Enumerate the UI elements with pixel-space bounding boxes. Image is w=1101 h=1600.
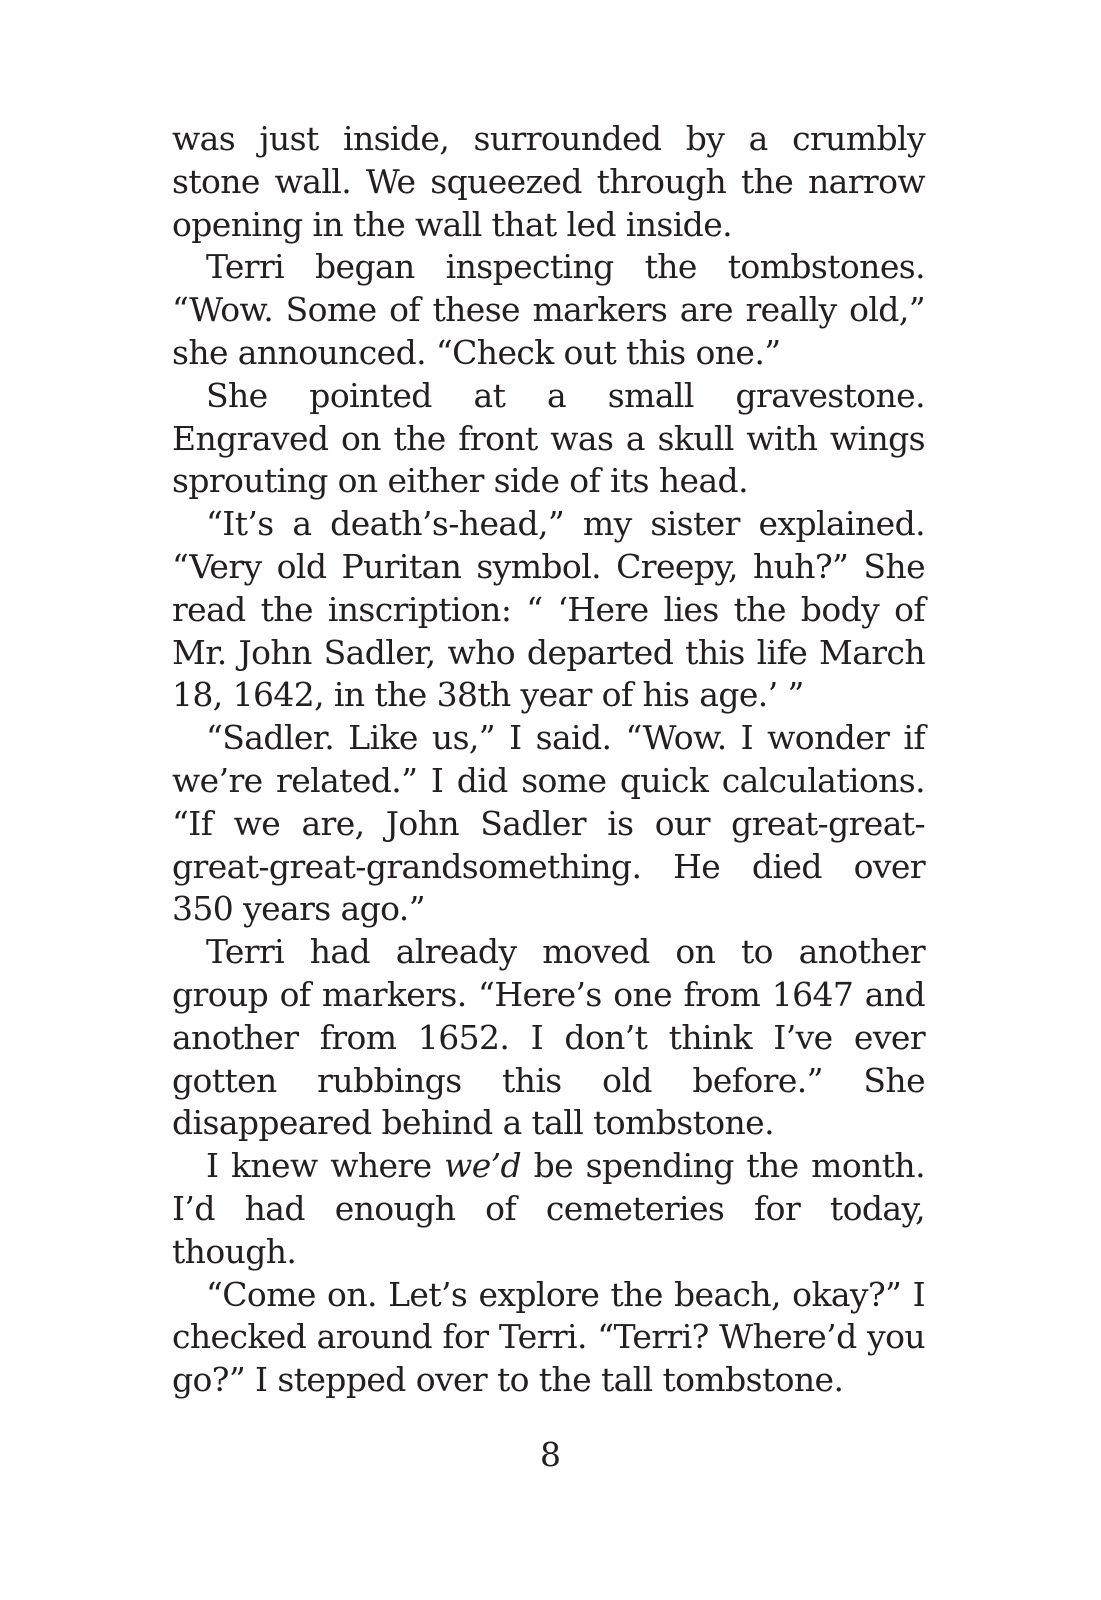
paragraph-2: Terri began inspecting the tombstones. “Wow. Some of these markers are really old,” she announced. “Check out this one.”	[172, 247, 925, 372]
page-number: 8	[540, 1435, 561, 1474]
paragraph-4: “It’s a death’s-head,” my sister explained. “Very old Puritan symbol. Creepy, huh?” She read the inscription: “ ‘Here lies the body of Mr. John Sadler, who departed this life March 18, 1642, in the 38th year of his age.’ ”	[172, 504, 925, 715]
body-text	[172, 118, 925, 1402]
paragraph-1: was just inside, surrounded by a crumbly stone wall. We squeezed through the narrow opening in the wall that led inside.	[172, 119, 925, 244]
paragraph-7-before: I knew where	[206, 1146, 445, 1186]
paragraph-5: “Sadler. Like us,” I said. “Wow. I wonder if we’re related.” I did some quick calculations. “If we are, John Sadler is our great-great-great-great-grandsomething. He died over 350 years ago.”	[172, 718, 925, 929]
paragraph-7-italic: we’d	[444, 1146, 522, 1186]
paragraph-3: She pointed at a small gravestone. Engraved on the front was a skull with wings sprouting on either side of its head.	[172, 375, 925, 501]
paragraph-8: “Come on. Let’s explore the beach, okay?” I checked around for Terri. “Terri? Where’d you go?” I stepped over to the tall tombstone.	[172, 1274, 925, 1400]
paragraph-7-after: be spending the month. I’d had enough of cemeteries for today, though.	[172, 1146, 925, 1271]
paragraph-6: Terri had already moved on to another group of markers. “Here’s one from 1647 and another from 1652. I don’t think I’ve ever gotten rubbings this old before.” She disappeared behind a tall tombstone.	[172, 932, 925, 1143]
paragraph-7	[172, 1145, 925, 1273]
